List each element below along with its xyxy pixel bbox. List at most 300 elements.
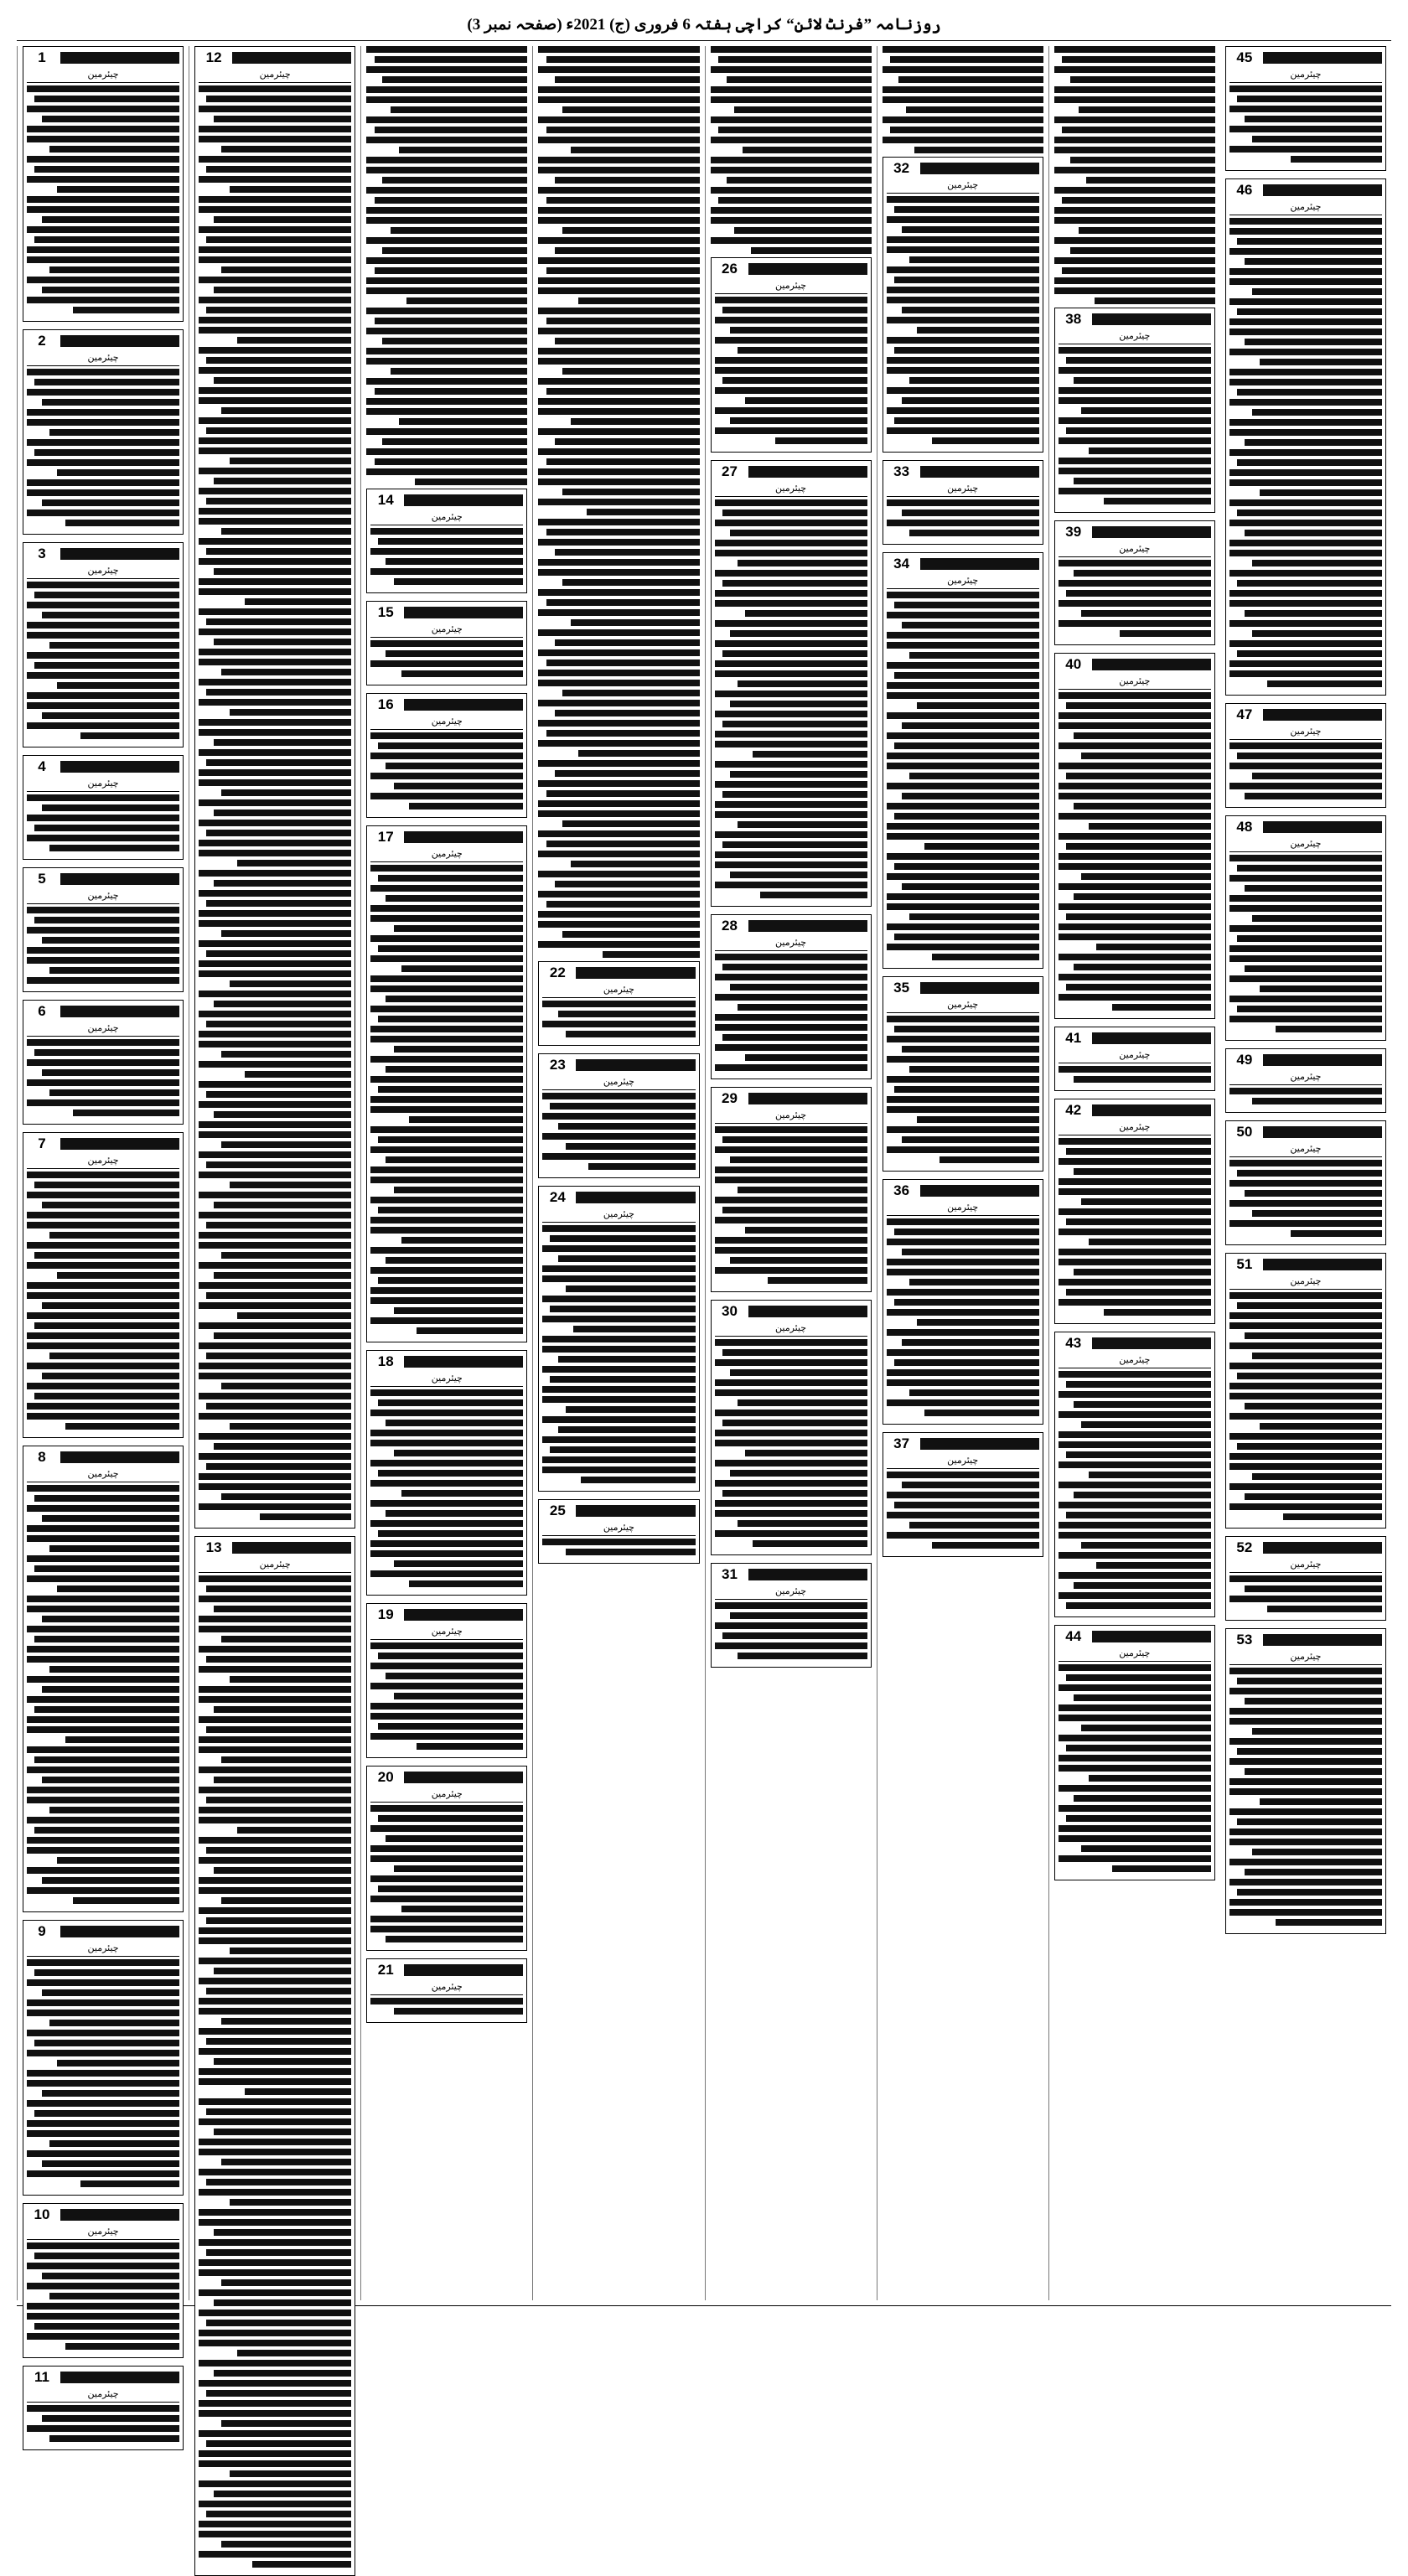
ad-divider — [199, 1572, 351, 1573]
ad-number: 33 — [893, 463, 910, 479]
ad-subtitle: چیئرمین — [87, 1156, 119, 1166]
ad-block-34[interactable] — [883, 552, 1043, 969]
ad-number: 17 — [377, 829, 394, 845]
ad-block-25[interactable] — [538, 1499, 699, 1564]
ad-block-47[interactable] — [1225, 703, 1386, 808]
ad-body — [370, 528, 523, 585]
redacted-body-lines — [27, 1959, 179, 2187]
ad-block-9[interactable] — [23, 1920, 184, 2196]
ad-block-7[interactable] — [23, 1132, 184, 1438]
redacted-body-lines — [27, 1485, 179, 1904]
ad-body — [1059, 1066, 1211, 1083]
redacted-body-lines — [715, 1339, 867, 1547]
ad-block-16[interactable] — [366, 693, 527, 818]
ad-body — [542, 1225, 695, 1483]
redacted-body-lines — [1229, 218, 1382, 687]
ad-body — [1229, 1668, 1382, 1926]
ad-header — [1059, 1102, 1211, 1119]
ad-number: 2 — [38, 333, 46, 349]
ad-number: 25 — [549, 1503, 566, 1518]
ad-block-30[interactable] — [711, 1300, 872, 1555]
ad-subtitle: چیئرمین — [603, 1523, 634, 1533]
ad-subtitle: چیئرمین — [1119, 676, 1151, 686]
ad-block-20[interactable] — [366, 1766, 527, 1951]
ad-divider — [887, 193, 1039, 194]
redacted-title-bar — [60, 1006, 179, 1017]
ad-divider — [887, 496, 1039, 497]
redacted-title-bar — [404, 1964, 523, 1976]
ad-header — [199, 1539, 351, 1556]
ad-block-10[interactable] — [23, 2203, 184, 2358]
ad-number: 28 — [722, 918, 738, 934]
ad-subtitle: چیئرمین — [603, 985, 634, 995]
ad-block-14[interactable] — [366, 489, 527, 593]
redacted-body-lines — [715, 297, 867, 444]
redacted-body-lines — [542, 1001, 695, 1037]
ad-number: 31 — [722, 1566, 738, 1582]
redacted-title-bar — [920, 558, 1039, 570]
column-continuation-text — [1054, 46, 1215, 304]
redacted-title-bar — [232, 1542, 351, 1554]
ad-body — [715, 954, 867, 1071]
ad-block-17[interactable] — [366, 825, 527, 1342]
ad-number: 9 — [38, 1923, 46, 1939]
ad-block-49[interactable] — [1225, 1048, 1386, 1113]
ad-header — [542, 1189, 695, 1206]
ad-header — [370, 1353, 523, 1370]
ad-divider — [715, 496, 867, 497]
redacted-body-lines — [1059, 560, 1211, 637]
ad-header — [887, 980, 1039, 996]
ad-subtitle: چیئرمین — [1290, 202, 1322, 212]
ad-block-37[interactable] — [883, 1432, 1043, 1557]
ad-number: 49 — [1236, 1052, 1253, 1068]
ad-subtitle: چیئرمین — [87, 1023, 119, 1033]
ad-block-51[interactable] — [1225, 1253, 1386, 1529]
ad-divider — [27, 365, 179, 366]
ad-subtitle: چیئرمین — [1290, 1072, 1322, 1082]
redacted-body-lines — [538, 46, 699, 958]
redacted-title-bar — [404, 1772, 523, 1783]
redacted-body-lines — [27, 794, 179, 851]
ad-subtitle: چیئرمین — [87, 1943, 119, 1953]
ad-divider — [370, 637, 523, 638]
redacted-title-bar — [60, 761, 179, 773]
redacted-body-lines — [370, 732, 523, 810]
ad-block-44[interactable] — [1054, 1625, 1215, 1880]
column-continuation-text — [883, 46, 1043, 153]
ad-number: 27 — [722, 463, 738, 479]
ad-divider — [887, 1215, 1039, 1216]
column-2 — [189, 46, 360, 2300]
ad-subtitle: چیئرمین — [259, 70, 291, 80]
ad-number: 14 — [377, 492, 394, 508]
ad-number: 41 — [1065, 1030, 1082, 1046]
ad-subtitle: چیئرمین — [87, 2389, 119, 2399]
ad-divider — [27, 2402, 179, 2403]
ad-header — [199, 49, 351, 66]
column-1 — [17, 46, 189, 2399]
ad-subtitle: چیئرمین — [1290, 727, 1322, 737]
ad-subtitle: چیئرمین — [775, 484, 807, 494]
ad-header — [887, 463, 1039, 480]
ad-subtitle: چیئرمین — [947, 484, 979, 494]
ad-subtitle: چیئرمین — [1119, 1122, 1151, 1132]
redacted-title-bar — [920, 1438, 1039, 1450]
ad-header — [1229, 819, 1382, 835]
ad-header — [27, 1923, 179, 1940]
ad-divider — [1229, 1156, 1382, 1157]
ad-divider — [1229, 82, 1382, 83]
ad-divider — [715, 1336, 867, 1337]
ad-header — [370, 696, 523, 713]
ad-header — [715, 1090, 867, 1107]
ad-block-19[interactable] — [366, 1603, 527, 1758]
ad-number: 26 — [722, 261, 738, 277]
ad-body — [370, 1998, 523, 2015]
column-continuation-text — [366, 46, 527, 485]
ad-subtitle: چیئرمین — [87, 1469, 119, 1479]
redacted-title-bar — [60, 1926, 179, 1937]
ad-number: 5 — [38, 871, 46, 887]
ad-body — [887, 1472, 1039, 1549]
ad-divider — [715, 1123, 867, 1124]
ad-block-48[interactable] — [1225, 815, 1386, 1041]
ad-divider — [370, 1994, 523, 1995]
ad-divider — [27, 578, 179, 579]
redacted-body-lines — [1059, 1066, 1211, 1083]
redacted-body-lines — [1229, 1668, 1382, 1926]
ad-subtitle: چیئرمین — [1290, 1560, 1322, 1570]
ad-block-39[interactable] — [1054, 520, 1215, 645]
ad-divider — [887, 1468, 1039, 1469]
ad-header — [1059, 311, 1211, 328]
ad-block-12[interactable] — [194, 46, 355, 1529]
ad-block-11[interactable] — [23, 2366, 184, 2450]
ad-header — [27, 333, 179, 349]
ad-divider — [1229, 1664, 1382, 1665]
ad-divider — [27, 1956, 179, 1957]
ad-header — [887, 1182, 1039, 1199]
ad-header — [1229, 49, 1382, 66]
redacted-body-lines — [370, 528, 523, 585]
ad-body — [370, 640, 523, 677]
ad-body — [27, 1959, 179, 2187]
ad-subtitle: چیئرمین — [431, 1373, 463, 1384]
ad-subtitle: چیئرمین — [775, 1586, 807, 1596]
ad-body — [887, 196, 1039, 444]
ad-divider — [542, 1535, 695, 1536]
ad-body — [1059, 1371, 1211, 1609]
ad-header — [27, 1449, 179, 1466]
ad-header — [370, 604, 523, 621]
ad-block-6[interactable] — [23, 1000, 184, 1125]
redacted-body-lines — [711, 46, 872, 254]
redacted-body-lines — [1229, 742, 1382, 799]
ad-block-31[interactable] — [711, 1563, 872, 1668]
ad-body — [887, 1016, 1039, 1163]
ad-body — [1229, 1292, 1382, 1520]
ad-block-36[interactable] — [883, 1179, 1043, 1425]
ad-number: 50 — [1236, 1124, 1253, 1140]
redacted-title-bar — [60, 873, 179, 885]
redacted-body-lines — [1229, 1575, 1382, 1612]
ad-body — [715, 499, 867, 898]
ad-number: 34 — [893, 556, 910, 572]
redacted-title-bar — [1263, 1054, 1382, 1066]
ad-header — [1229, 1124, 1382, 1141]
redacted-body-lines — [1059, 692, 1211, 1011]
ad-body — [715, 1602, 867, 1659]
redacted-body-lines — [27, 369, 179, 526]
ad-subtitle: چیئرمین — [87, 70, 119, 80]
ad-block-50[interactable] — [1225, 1120, 1386, 1245]
ad-subtitle: چیئرمین — [431, 849, 463, 859]
ad-block-26[interactable] — [711, 257, 872, 453]
ad-divider — [370, 1386, 523, 1387]
redacted-body-lines — [27, 1039, 179, 1116]
redacted-title-bar — [1263, 709, 1382, 721]
ad-number: 48 — [1236, 819, 1253, 835]
redacted-body-lines — [887, 1218, 1039, 1416]
ad-number: 22 — [549, 965, 566, 980]
ad-subtitle: چیئرمین — [1290, 1144, 1322, 1154]
redacted-body-lines — [1229, 1088, 1382, 1104]
ad-header — [715, 1303, 867, 1320]
ad-number: 24 — [549, 1189, 566, 1205]
ad-number: 11 — [34, 2369, 49, 2385]
ad-subtitle: چیئرمین — [603, 1077, 634, 1087]
ad-block-45[interactable] — [1225, 46, 1386, 171]
ad-subtitle: چیئرمین — [775, 938, 807, 948]
ad-body — [199, 1575, 351, 2568]
redacted-title-bar — [748, 1569, 867, 1580]
redacted-title-bar — [1092, 1032, 1211, 1044]
ad-subtitle: چیئرمین — [259, 1560, 291, 1570]
ad-block-3[interactable] — [23, 542, 184, 747]
ad-block-23[interactable] — [538, 1053, 699, 1178]
redacted-body-lines — [887, 499, 1039, 536]
redacted-title-bar — [60, 1451, 179, 1463]
ad-number: 35 — [893, 980, 910, 996]
ad-header — [27, 871, 179, 887]
redacted-title-bar — [404, 607, 523, 618]
ad-header — [370, 1962, 523, 1979]
ad-subtitle: چیئرمین — [603, 1209, 634, 1219]
ad-block-35[interactable] — [883, 976, 1043, 1172]
ad-subtitle: چیئرمین — [1290, 839, 1322, 849]
ad-subtitle: چیئرمین — [947, 180, 979, 190]
column-4 — [532, 46, 704, 2300]
redacted-body-lines — [1054, 46, 1215, 304]
ad-number: 20 — [377, 1769, 394, 1785]
ad-divider — [27, 903, 179, 904]
redacted-body-lines — [370, 1389, 523, 1587]
ad-block-13[interactable] — [194, 1536, 355, 2576]
ad-body — [1059, 560, 1211, 637]
ad-number: 29 — [722, 1090, 738, 1106]
ad-subtitle: چیئرمین — [775, 1110, 807, 1120]
ad-body — [1229, 1088, 1382, 1104]
redacted-title-bar — [1092, 1337, 1211, 1349]
ad-block-52[interactable] — [1225, 1536, 1386, 1621]
ad-subtitle: چیئرمین — [947, 576, 979, 586]
ad-subtitle: چیئرمین — [1290, 70, 1322, 80]
ad-divider — [887, 1012, 1039, 1013]
ad-divider — [370, 1639, 523, 1640]
ad-divider — [27, 82, 179, 83]
ad-block-15[interactable] — [366, 601, 527, 685]
ad-divider — [715, 293, 867, 294]
ad-header — [1229, 1632, 1382, 1648]
ad-subtitle: چیئرمین — [1290, 1652, 1322, 1662]
ad-divider — [1229, 739, 1382, 740]
column-7 — [1048, 46, 1220, 2300]
ad-subtitle: چیئرمین — [947, 1203, 979, 1213]
ad-block-29[interactable] — [711, 1087, 872, 1292]
ad-subtitle: چیئرمین — [87, 353, 119, 363]
ad-body — [542, 1539, 695, 1555]
ad-block-32[interactable] — [883, 157, 1043, 453]
ad-number: 3 — [38, 546, 46, 561]
redacted-body-lines — [887, 196, 1039, 444]
ad-block-1[interactable] — [23, 46, 184, 322]
redacted-title-bar — [404, 1356, 523, 1368]
ad-block-53[interactable] — [1225, 1628, 1386, 1934]
ad-block-24[interactable] — [538, 1186, 699, 1492]
ad-block-42[interactable] — [1054, 1099, 1215, 1324]
ad-number: 32 — [893, 160, 910, 176]
ad-number: 19 — [377, 1606, 394, 1622]
ad-block-28[interactable] — [711, 914, 872, 1079]
ad-header — [542, 1057, 695, 1073]
ad-number: 52 — [1236, 1539, 1253, 1555]
ad-header — [715, 918, 867, 934]
ad-block-46[interactable] — [1225, 178, 1386, 696]
ad-number: 37 — [893, 1435, 910, 1451]
ad-number: 42 — [1065, 1102, 1082, 1118]
redacted-body-lines — [1229, 85, 1382, 163]
redacted-body-lines — [542, 1539, 695, 1555]
ad-block-4[interactable] — [23, 755, 184, 860]
ad-body — [370, 865, 523, 1334]
ad-body — [370, 732, 523, 810]
ad-divider — [1229, 851, 1382, 852]
redacted-body-lines — [1059, 1664, 1211, 1872]
ad-divider — [1229, 1289, 1382, 1290]
ad-divider — [1059, 689, 1211, 690]
ad-header — [27, 1003, 179, 1020]
redacted-body-lines — [27, 2242, 179, 2350]
ad-body — [715, 297, 867, 444]
ad-subtitle: چیئرمین — [431, 512, 463, 522]
ad-number: 44 — [1065, 1628, 1082, 1644]
ad-header — [715, 261, 867, 277]
redacted-title-bar — [404, 1609, 523, 1621]
ad-block-5[interactable] — [23, 867, 184, 992]
ad-body — [27, 1172, 179, 1430]
ad-subtitle: چیئرمین — [775, 1323, 807, 1333]
ad-divider — [27, 2239, 179, 2240]
ad-header — [887, 160, 1039, 177]
ad-number: 6 — [38, 1003, 46, 1019]
ad-number: 12 — [205, 49, 222, 65]
ad-header — [1229, 1539, 1382, 1556]
redacted-body-lines — [27, 2405, 179, 2442]
ad-header — [27, 49, 179, 66]
redacted-body-lines — [370, 640, 523, 677]
ad-block-2[interactable] — [23, 329, 184, 535]
ad-subtitle: چیئرمین — [1119, 331, 1151, 341]
ad-subtitle: چیئرمین — [431, 716, 463, 727]
ad-number: 53 — [1236, 1632, 1253, 1648]
redacted-title-bar — [576, 1505, 695, 1517]
ad-divider — [1059, 1661, 1211, 1662]
ad-number: 30 — [722, 1303, 738, 1319]
ad-body — [542, 1001, 695, 1037]
ad-divider — [370, 861, 523, 862]
ad-divider — [542, 1222, 695, 1223]
redacted-body-lines — [1229, 855, 1382, 1032]
ad-number: 36 — [893, 1182, 910, 1198]
ad-header — [1059, 1628, 1211, 1645]
ad-block-21[interactable] — [366, 1958, 527, 2023]
redacted-title-bar — [748, 1093, 867, 1104]
redacted-body-lines — [370, 1642, 523, 1750]
ad-header — [27, 546, 179, 562]
ad-block-43[interactable] — [1054, 1332, 1215, 1617]
ad-number: 16 — [377, 696, 394, 712]
redacted-title-bar — [1092, 659, 1211, 670]
redacted-body-lines — [715, 499, 867, 898]
ad-subtitle: چیئرمین — [87, 566, 119, 576]
ad-header — [27, 2369, 179, 2386]
ad-number: 4 — [38, 758, 46, 774]
redacted-title-bar — [1263, 1259, 1382, 1270]
ad-divider — [199, 82, 351, 83]
ad-block-18[interactable] — [366, 1350, 527, 1596]
ad-block-22[interactable] — [538, 961, 699, 1046]
ad-body — [27, 1485, 179, 1904]
ad-body — [1229, 855, 1382, 1032]
redacted-title-bar — [748, 920, 867, 932]
ad-block-38[interactable] — [1054, 308, 1215, 513]
redacted-title-bar — [576, 967, 695, 979]
ad-header — [1229, 1052, 1382, 1068]
ad-block-27[interactable] — [711, 460, 872, 907]
redacted-title-bar — [920, 982, 1039, 994]
ad-block-8[interactable] — [23, 1446, 184, 1912]
ad-body — [887, 592, 1039, 960]
redacted-body-lines — [1229, 1160, 1382, 1237]
redacted-title-bar — [404, 494, 523, 506]
ad-body — [1229, 218, 1382, 687]
redacted-title-bar — [748, 466, 867, 478]
column-8 — [1220, 46, 1391, 2300]
ad-block-40[interactable] — [1054, 653, 1215, 1019]
ad-number: 43 — [1065, 1335, 1082, 1351]
redacted-title-bar — [1092, 313, 1211, 325]
ad-header — [1059, 1335, 1211, 1352]
redacted-body-lines — [27, 1172, 179, 1430]
column-container — [17, 46, 1391, 2399]
ad-subtitle: چیئرمین — [431, 1789, 463, 1799]
redacted-title-bar — [1263, 821, 1382, 833]
ad-block-33[interactable] — [883, 460, 1043, 545]
ad-header — [887, 1435, 1039, 1452]
ad-block-41[interactable] — [1054, 1027, 1215, 1091]
redacted-title-bar — [60, 548, 179, 560]
